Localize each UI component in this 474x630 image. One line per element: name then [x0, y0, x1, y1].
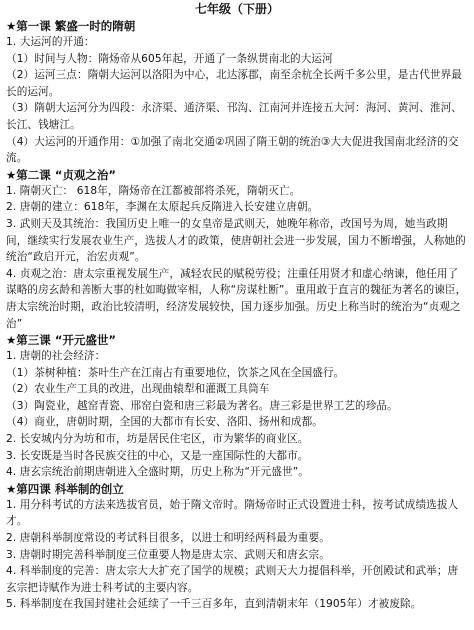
- text-line: （1）茶树种植：茶叶生产在江南占有重要地位，饮茶之风在全国盛行。: [6, 366, 345, 379]
- text-line: （3）隋朝大运河分为四段：永济渠、通济渠、邗沟、江南河并连接五大河：海河、黄河、淮河、长江、钱塘江。: [6, 102, 462, 131]
- text-line: 3. 武则天及其统治：我国历史上唯一的女皇帝是武则天，她晚年称帝，改国号为周，她当政期间，继续实行发展农业生产，选拔人才的政策，使唐朝社会进一步发展，国力不断增强，人称她的统治“政启开元，治宏贞观”。: [6, 217, 466, 264]
- lesson-heading: ★第四课 科举制的创立: [6, 481, 124, 496]
- text-line: 1. 唐朝的社会经济：: [6, 350, 106, 363]
- lesson-4: [6, 481, 468, 613]
- text-line: （1）时间与人物：隋炀帝从605年起，开通了一条纵贯南北的大运河: [6, 52, 333, 65]
- lesson-heading: ★第二课 “贞观之治”: [6, 167, 116, 182]
- text-line: 2. 唐朝的建立：618年，李渊在太原起兵反隋进入长安建立唐朝。: [6, 201, 319, 214]
- text-line: （2）农业生产工具的改进，出现曲辕犁和灌溉工具筒车: [6, 383, 270, 396]
- lesson-body: [6, 183, 468, 332]
- lesson-2: [6, 167, 468, 332]
- text-line: 4. 唐玄宗统治前期唐朝进入全盛时期，历史上称为“开元盛世”。: [6, 466, 309, 479]
- text-line: 3. 长安既是当时各民族交往的中心，又是一座国际性的大都市。: [6, 449, 309, 462]
- text-line: 4. 科举制度的完善：唐太宗大大扩充了国学的规模；武则天大力提倡科举，开创殿试和武举；唐玄宗把诗赋作为进士科考试的主要内容。: [6, 565, 459, 594]
- text-line: 5. 科举制度在我国封建社会延续了一千三百多年，直到清朝末年（1905年）才被废除。: [6, 598, 422, 611]
- lesson-3: [6, 332, 468, 481]
- text-line: （4）商业，唐朝时期，全国的大都市有长安、洛阳、扬州和成都。: [6, 416, 323, 429]
- text-line: 3. 唐朝时期完善科举制度三位重要人物是唐太宗、武则天和唐玄宗。: [6, 548, 330, 561]
- text-line: （4）大运河的开通作用：①加强了南北交通②巩固了隋王朝的统治③大大促进我国南北经济的交流。: [6, 135, 459, 165]
- lesson-body: [6, 348, 468, 481]
- lesson-heading: ★第一课 繁盛一时的隋朝: [6, 19, 136, 33]
- text-line: 1. 用分科考试的方法来选拔官员，始于隋文帝时。隋炀帝时正式设置进士科，按考试成绩选拔人才。: [6, 498, 459, 528]
- text-line: 1. 隋朝灭亡： 618年，隋炀帝在江都被部将杀死，隋朝灭亡。: [6, 184, 301, 197]
- lesson-heading: ★第三课 “开元盛世”: [6, 333, 116, 348]
- text-line: 4. 贞观之治：唐太宗重视发展生产，减轻农民的赋税劳役；注重任用贤才和虚心纳谏，他任用了谋略的房玄龄和善断大事的杜如晦做宰相，人称“房谋杜断”。重用敢于直言的魏征为著名的谏臣，唐太宗统治时期，政治比较清明，经济发展较快，国力逐步加强。历史上称当时的统治为“贞观之治”: [6, 267, 467, 330]
- text-line: 2. 长安城内分为坊和市，坊是居民住宅区，市为繁华的商业区。: [6, 433, 309, 446]
- text-line: （3）陶瓷业，越窑青瓷、邢窑白瓷和唐三彩最为著名。唐三彩是世界工艺的珍品。: [6, 399, 398, 412]
- text-line: （2）运河三点：隋朝大运河以洛阳为中心，北达涿郡，南至余杭全长两千多公里，是古代世界最长的运河。: [6, 69, 462, 98]
- page-title: 七年级（下册）: [194, 2, 279, 16]
- text-line: 2. 唐朝科举制度常设的考试科目很多，以进士和明经两科最为重要。: [6, 532, 330, 545]
- lesson-1: [6, 18, 468, 167]
- text-line: 1. 大运河的开通：: [6, 36, 95, 48]
- lesson-body: [6, 497, 468, 613]
- lesson-body: [6, 34, 468, 167]
